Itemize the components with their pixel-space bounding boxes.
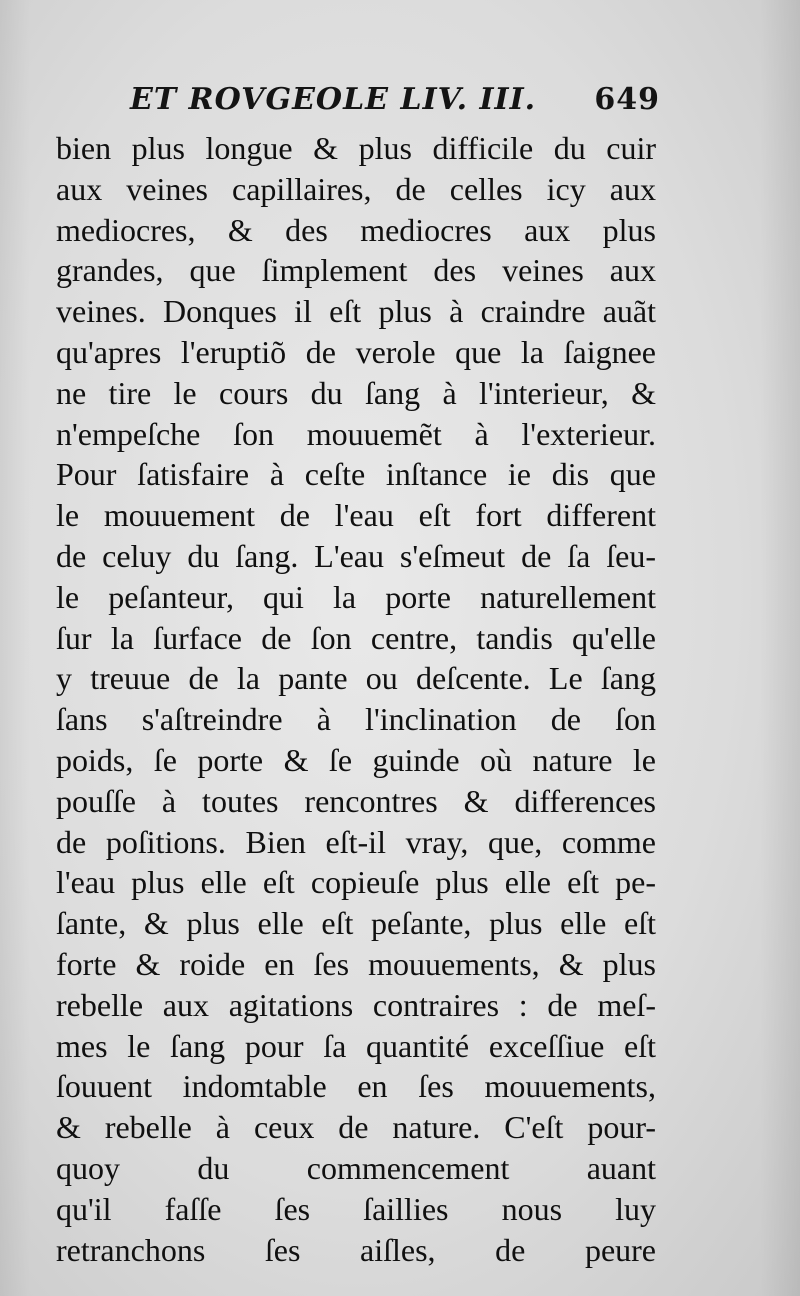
text-line: & rebelle à ceux de nature. C'eſt pour- [56, 1109, 656, 1146]
text-line: mes le ſang pour ſa quantité exceſſiue eſt [56, 1027, 656, 1064]
text-line: veines. Donques il eſt plus à craindre auãt [56, 293, 656, 330]
text-line: poids, ſe porte & ſe guinde où nature le [56, 741, 656, 778]
text-line: ſur la ſurface de ſon centre, tandis qu'elle [56, 619, 656, 656]
text-line: le peſanteur, qui la porte naturellement [56, 578, 656, 615]
text-line: aux veines capillaires, de celles icy aux [56, 170, 656, 207]
page-right-edge-shadow [760, 0, 800, 1296]
text-line: ſans s'aſtreindre à l'inclination de ſon [56, 701, 656, 738]
text-line: l'eau plus elle eſt copieuſe plus elle eſt pe- [56, 864, 656, 901]
page-number: 649 [594, 82, 660, 117]
text-line: ne tire le cours du ſang à l'interieur, & [56, 374, 656, 411]
page-left-edge-shadow [0, 0, 30, 1296]
text-line: quoy du commencement auant [56, 1149, 656, 1186]
text-line: qu'apres l'eruptiõ de verole que la ſaignee [56, 333, 656, 370]
text-line: qu'il faſſe ſes ſaillies nous luy [56, 1190, 656, 1227]
text-line: forte & roide en ſes mouuements, & plus [56, 945, 656, 982]
running-title: ET ROVGEOLE LIV. III. [130, 82, 537, 117]
text-line: de poſitions. Bien eſt-il vray, que, comme [56, 823, 656, 860]
running-head [130, 82, 660, 122]
text-line: y treuue de la pante ou deſcente. Le ſang [56, 660, 656, 697]
text-line: mediocres, & des mediocres aux plus [56, 211, 656, 248]
text-line: retranchons ſes aiſles, de peure [56, 1231, 656, 1268]
body-text [56, 128, 656, 1270]
text-line: Pour ſatisfaire à ceſte inſtance ie dis que [56, 456, 656, 493]
text-line: de celuy du ſang. L'eau s'eſmeut de ſa ſeu- [56, 537, 656, 574]
text-line: le mouuement de l'eau eſt fort different [56, 497, 656, 534]
text-line: ſante, & plus elle eſt peſante, plus elle eſt [56, 905, 656, 942]
text-line: ſouuent indomtable en ſes mouuements, [56, 1068, 656, 1105]
text-line: n'empeſche ſon mouuemẽt à l'exterieur. [56, 415, 656, 452]
text-line: rebelle aux agitations contraires : de meſ- [56, 986, 656, 1023]
text-line: pouſſe à toutes rencontres & differences [56, 782, 656, 819]
text-line: bien plus longue & plus difficile du cuir [56, 130, 656, 166]
text-line: grandes, que ſimplement des veines aux [56, 252, 656, 289]
